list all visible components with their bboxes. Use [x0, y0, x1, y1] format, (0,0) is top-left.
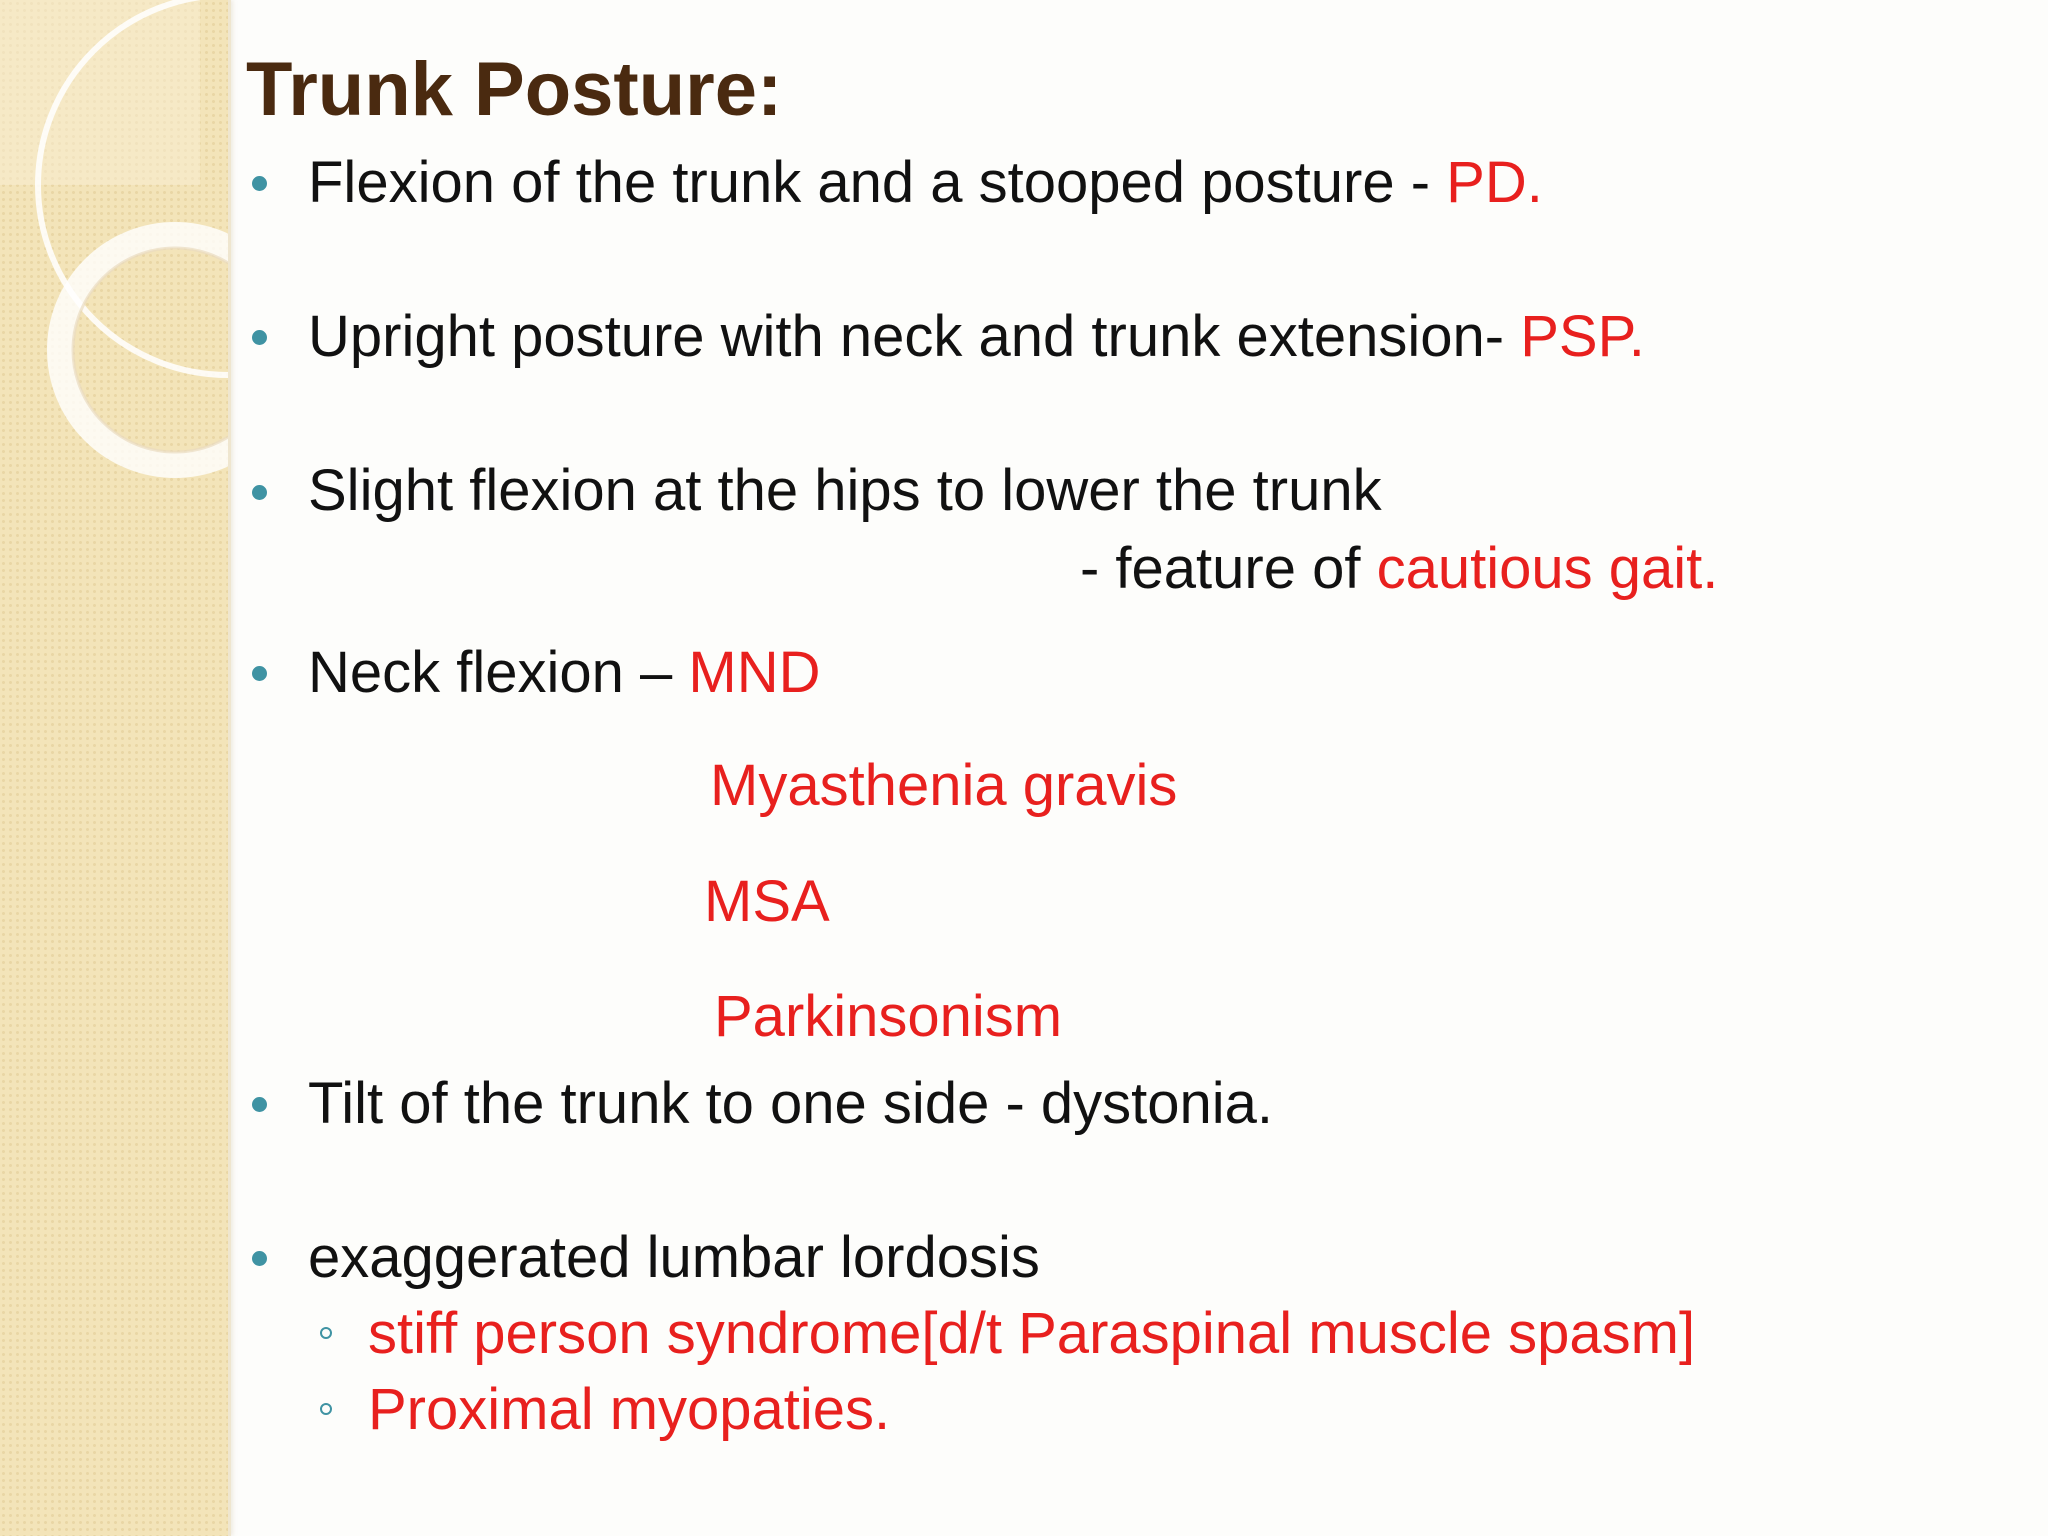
bullet-icon [252, 1097, 267, 1112]
bullet-6 [308, 1225, 1040, 1290]
bullet-icon [252, 666, 267, 681]
bullet-icon [252, 330, 267, 345]
bullet-3 [308, 458, 1382, 523]
condition-myasthenia-gravis: Myasthenia gravis [710, 753, 1178, 818]
bullet-3-continuation-text: - feature of [1080, 536, 1377, 601]
bullet-1 [308, 150, 1543, 215]
bullet-icon [252, 1251, 267, 1266]
bullet-1-text: Flexion of the trunk and a stooped posture - [308, 150, 1447, 215]
bullet-5 [308, 1071, 1274, 1136]
bullet-2 [308, 304, 1645, 369]
bullet-4-highlight: MND [688, 640, 821, 705]
bullet-icon [252, 485, 267, 500]
bullet-5-text: Tilt of the trunk to one side - dystonia. [308, 1071, 1274, 1136]
bullet-4 [308, 640, 821, 705]
bullet-3-continuation [1080, 536, 1719, 601]
sub-bullet-icon [320, 1403, 332, 1415]
bullet-6-text: exaggerated lumbar lordosis [308, 1225, 1040, 1290]
bullet-1-highlight: PD. [1446, 150, 1543, 215]
bullet-3-text: Slight flexion at the hips to lower the trunk [308, 458, 1382, 523]
bullet-icon [252, 176, 267, 191]
bullet-4-text: Neck flexion – [308, 640, 689, 705]
condition-parkinsonism: Parkinsonism [714, 984, 1063, 1049]
bullet-2-highlight: PSP. [1520, 304, 1645, 369]
condition-msa: MSA [704, 869, 830, 934]
sub-bullet-icon [320, 1327, 332, 1339]
sub-item-proximal-myopathies: Proximal myopaties. [368, 1377, 891, 1442]
bullet-2-text: Upright posture with neck and trunk extension- [308, 304, 1521, 369]
bullet-3-highlight: cautious gait. [1376, 536, 1719, 601]
slide-title: Trunk Posture: [246, 47, 783, 132]
sub-item-stiff-person-syndrome: stiff person syndrome[d/t Paraspinal muscle spasm] [368, 1301, 1696, 1366]
